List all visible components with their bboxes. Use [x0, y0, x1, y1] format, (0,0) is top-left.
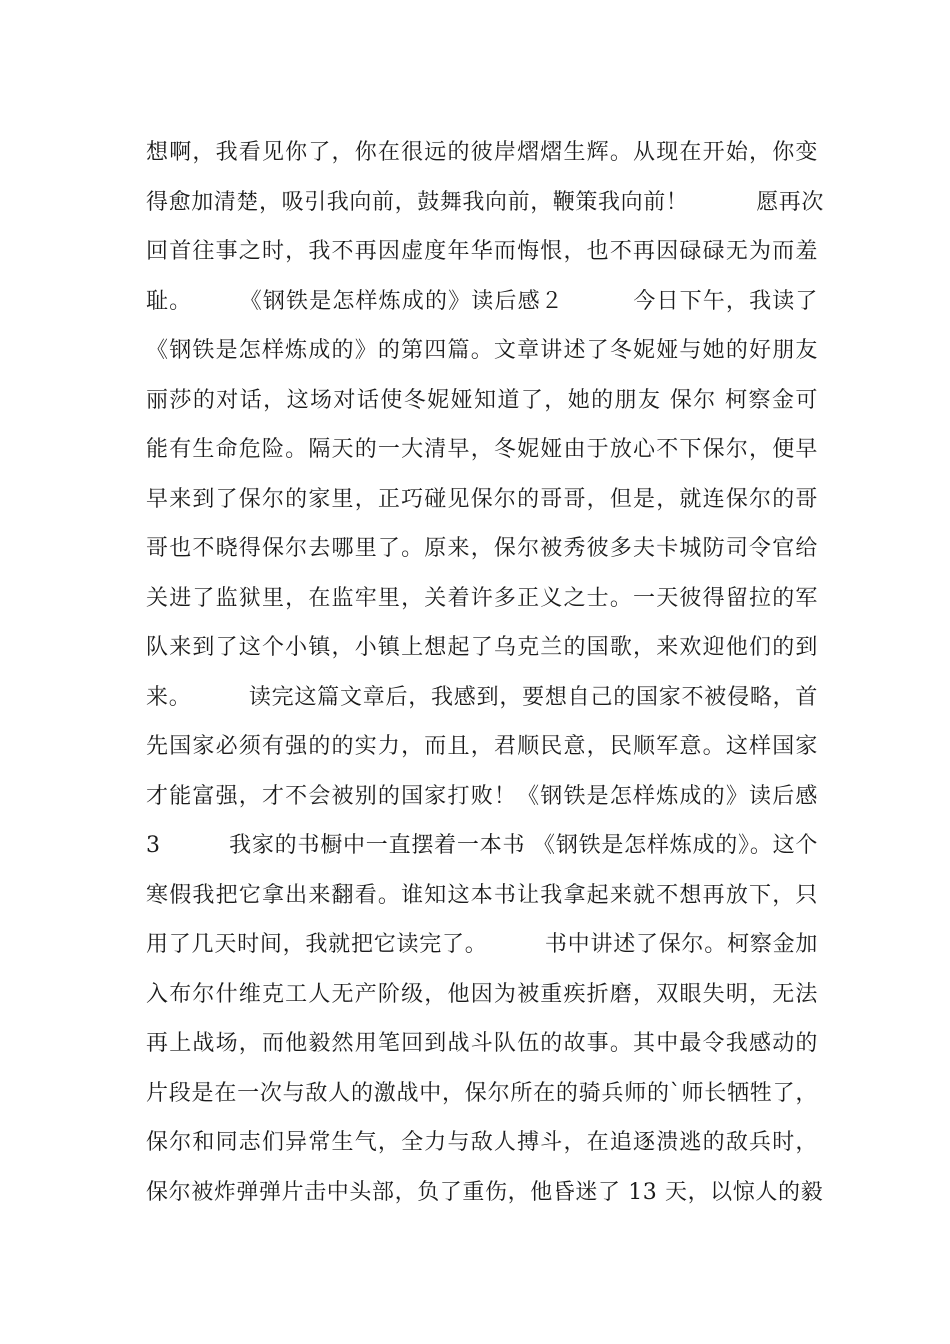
text-line: 回首往事之时，我不再因虚度年华而悔恨，也不再因碌碌无为而羞 [146, 239, 818, 264]
text-line: 早来到了保尔的家里，正巧碰见保尔的哥哥，但是，就连保尔的哥 [146, 486, 818, 512]
text-line: 丽莎的对话，这场对话使冬妮娅知道了，她的朋友 保尔 柯察金可 [146, 387, 818, 413]
text-line: 关进了监狱里，在监牢里，关着许多正义之士。一天彼得留拉的军 [146, 585, 818, 611]
text-line: 得愈加清楚，吸引我向前，鼓舞我向前，鞭策我向前！ 愿再次 [146, 189, 825, 215]
text-line: 先国家必须有强的的实力，而且，君顺民意，民顺军意。这样国家 [146, 734, 818, 759]
text-line: 再上战场，而他毅然用笔回到战斗队伍的故事。其中最令我感动的 [146, 1031, 818, 1056]
text-line: 队来到了这个小镇，小镇上想起了乌克兰的国歌，来欢迎他们的到 [146, 635, 818, 660]
text-line: 用了几天时间，我就把它读完了。 书中讲述了保尔。柯察金加 [146, 932, 818, 957]
text-line: 《钢铁是怎样炼成的》的第四篇。文章讲述了冬妮娅与她的好朋友 [146, 338, 818, 363]
text-line: 哥也不晓得保尔去哪里了。原来，保尔被秀彼多夫卡城防司令官给 [146, 536, 818, 561]
text-line: 保尔和同志们异常生气，全力与敌人搏斗，在追逐溃逃的敌兵时， [146, 1130, 818, 1155]
body-text [146, 132, 825, 1221]
text-line: 才能富强，才不会被别的国家打败！《钢铁是怎样炼成的》读后感 [146, 783, 818, 809]
text-line: 片段是在一次与敌人的激战中，保尔所在的骑兵师的`师长牺牲了， [146, 1080, 818, 1106]
text-line: 耻。 《钢铁是怎样炼成的》读后感２ 今日下午，我读了 [146, 288, 818, 314]
text-line: 来。 读完这篇文章后，我感到，要想自己的国家不被侵略，首 [146, 684, 818, 710]
text-line: 3 我家的书橱中一直摆着一本书 《钢铁是怎样炼成的》。这个 [146, 833, 818, 858]
text-line: 寒假我把它拿出来翻看。谁知这本书让我拿起来就不想再放下，只 [146, 882, 818, 908]
text-line: 保尔被炸弹弹片击中头部，负了重伤，他昏迷了 13 天，以惊人的毅 [146, 1179, 824, 1205]
text-line: 想啊，我看见你了，你在很远的彼岸熠熠生辉。从现在开始，你变 [146, 140, 818, 165]
text-line: 能有生命危险。隔天的一大清早，冬妮娅由于放心不下保尔，便早 [146, 437, 818, 462]
text-line: 入布尔什维克工人无产阶级，他因为被重疾折磨，双眼失明，无法 [146, 981, 818, 1007]
